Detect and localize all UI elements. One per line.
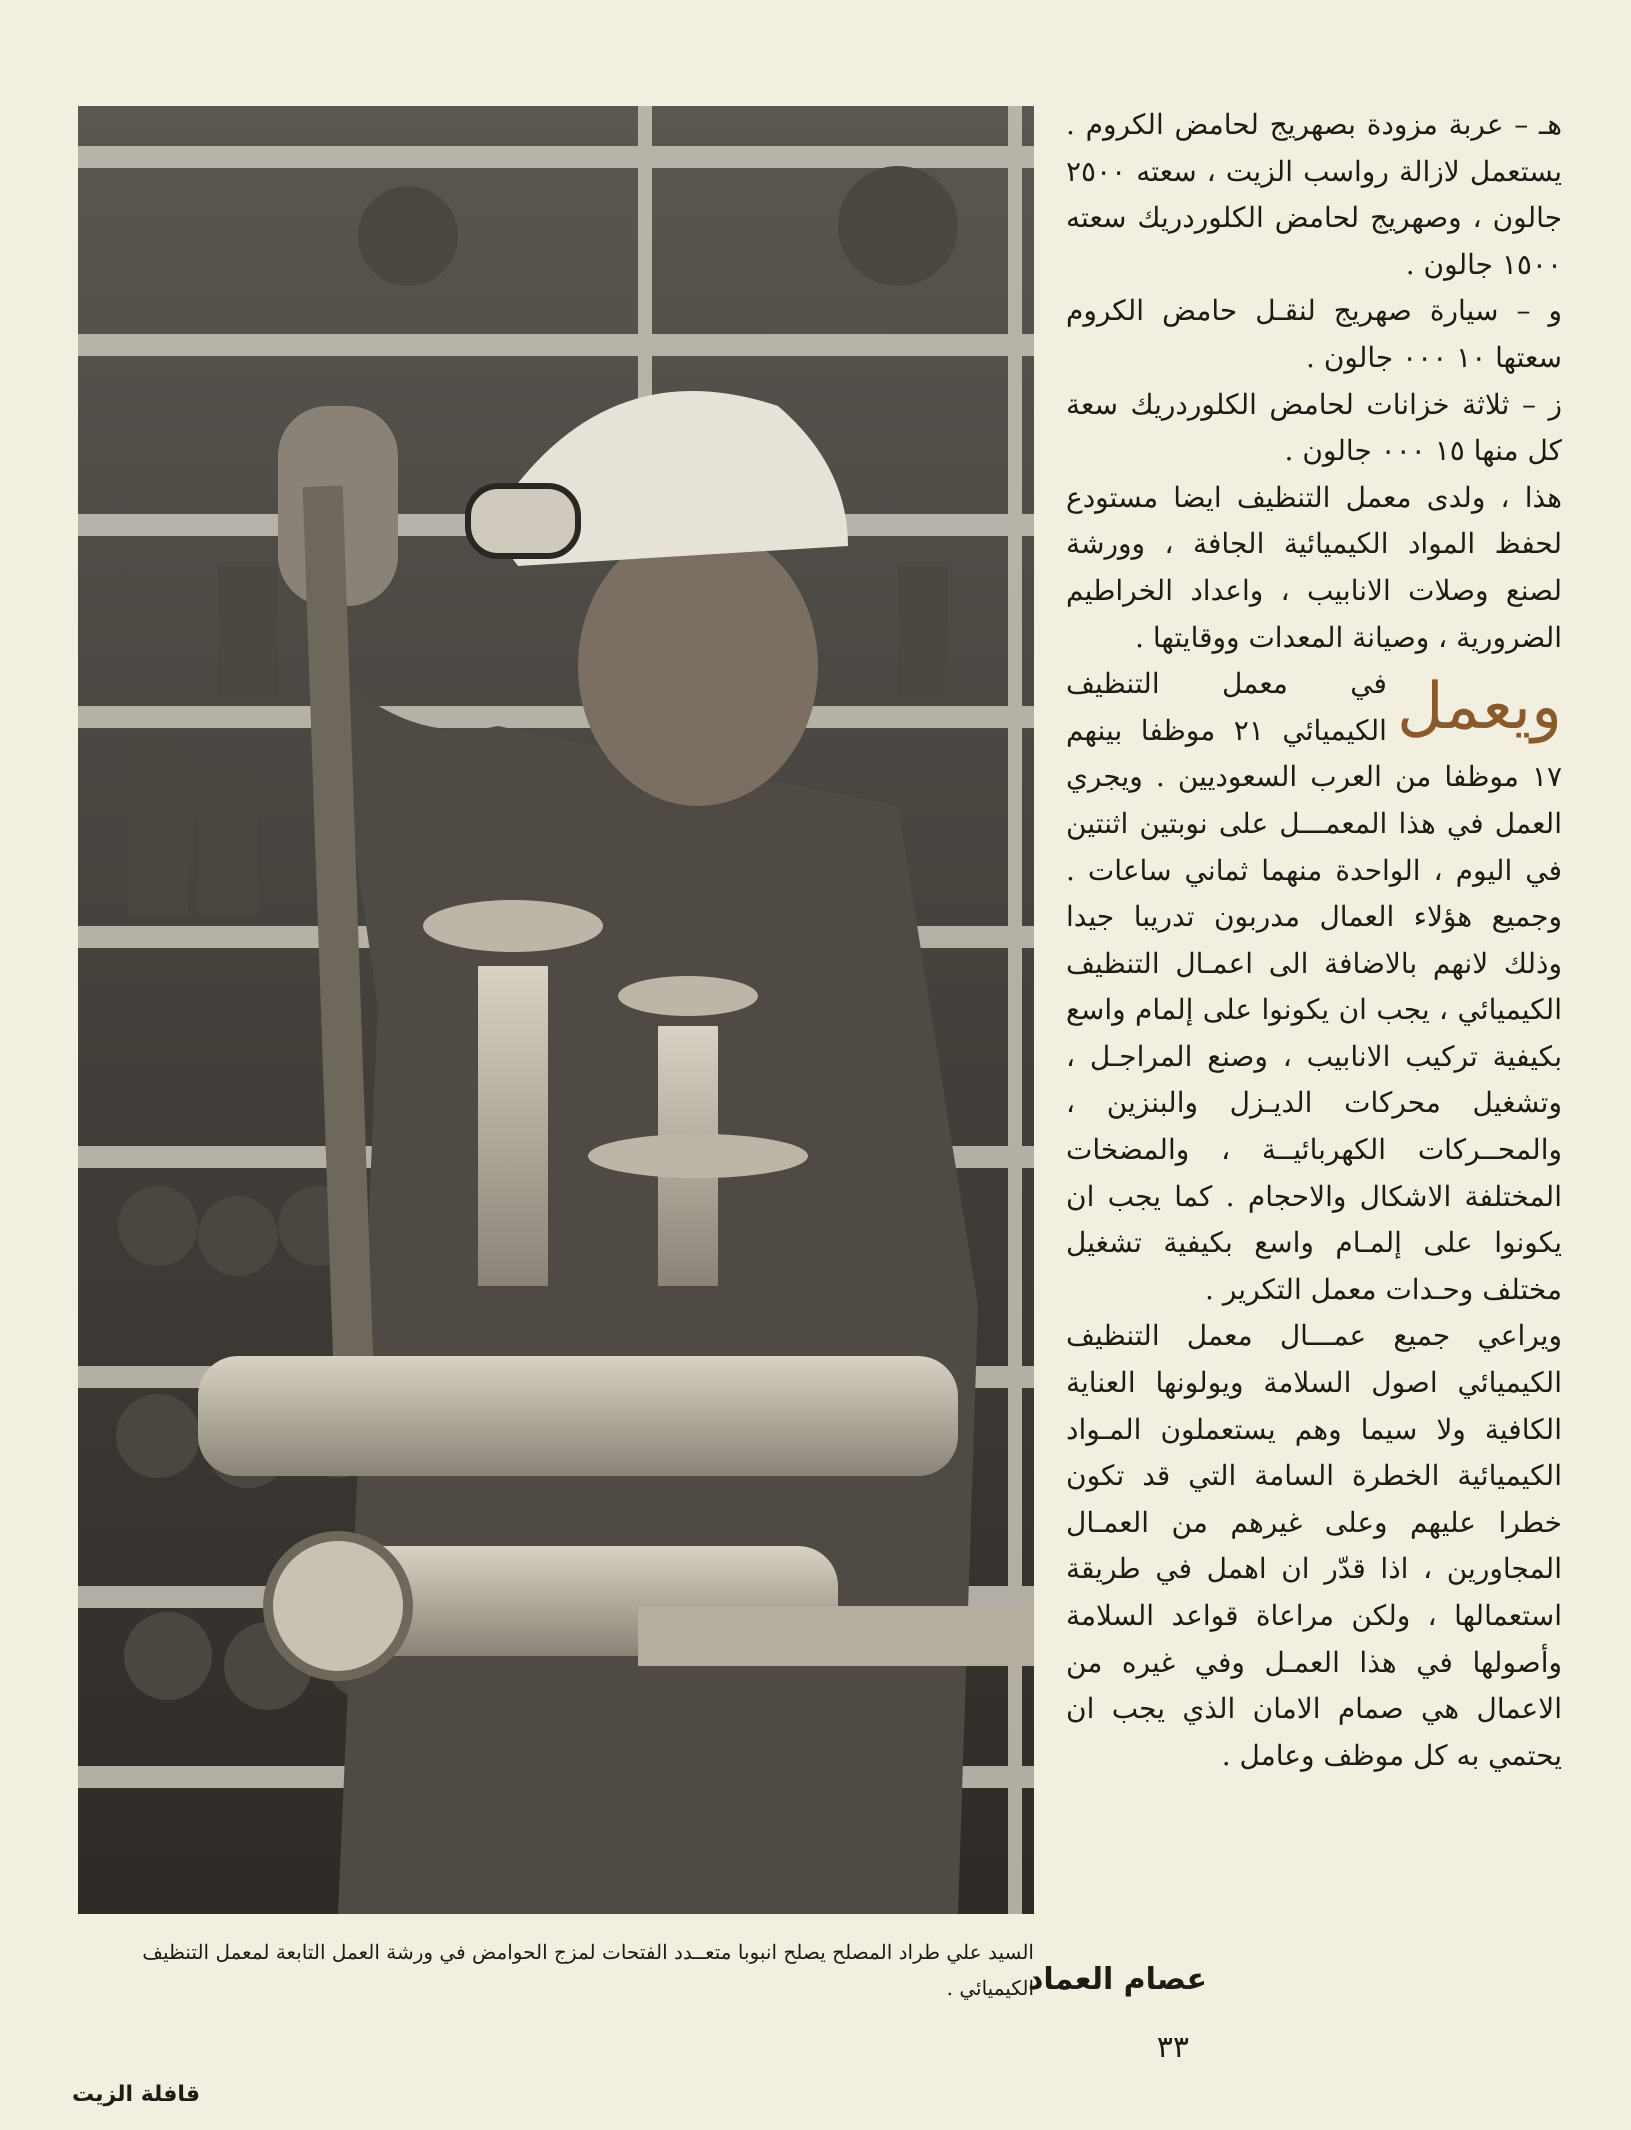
worker-repairing-pipe-icon bbox=[78, 106, 1034, 1914]
paragraph-item-w: و – سيارة صهريج لنقـل حامض الكروم سعتها ١٠ ٠٠٠ جالون . bbox=[1066, 294, 1562, 374]
paragraph-item-z: ز – ثلاثة خزانات لحامض الكلوردريك سعة كل منها ١٥ ٠٠٠ جالون . bbox=[1066, 387, 1562, 468]
paragraph-workers bbox=[1066, 661, 1562, 1313]
author-name: عصام العماد bbox=[1027, 1962, 1207, 1997]
worker-photo bbox=[78, 106, 1034, 1914]
drop-initial: ويعمل bbox=[1396, 670, 1562, 745]
paragraph-safety: ويراعي جميع عمـــال معمل التنظيف الكيميائي اصول السلامة ويولونها العناية الكافية ولا سيما وهم يستعملون المـواد الكيميائية الخطرة السامة التي قد تكون خطرا عليهم وعلى غيرهم من العمـال المجاورين ، اذا قدّر ان اهمل في طريقة استعمالها ، ولكن مراعاة قواعد السلامة وأصولها في هذا العمـل وفي غيره من الاعمال هي صمام الامان الذي يجب ان يحتمي به كل موظف وعامل . bbox=[1066, 1319, 1562, 1772]
photo-caption: السيد علي طراد المصلح يصلح انبوبا متعــدد الفتحات لمزج الحوامض في ورشة العمل التابعة لمعمل التنظيف الكيميائي . bbox=[142, 1940, 1034, 2000]
magazine-name: قافلة الزيت bbox=[72, 2082, 201, 2107]
article-body bbox=[1066, 102, 1562, 1779]
paragraph-workers-text: في معمل التنظيف الكيميائي ٢١ موظفا بينهم ١٧ موظفا من العرب السعوديين . ويجري العمل في هذا المعمـــل على نوبتين اثنتين في اليوم ، الواحدة منهما ثماني ساعات . وجميع هؤلاء العمال مدربون تدريبا جيدا وذلك لانهم بالاضافة الى اعمـال التنظيف الكيميائي ، يجب ان يكونوا على إلمام واسع بكيفية تركيب الانابيب ، وصنع المراجـل ، وتشغيل محركات الديـزل والبنزين ، والمحــركات الكهربائيــة ، والمضخات المختلفة الاشكال والاحجام . كما يجب ان يكونوا على إلمـام واسع بكيفية تشغيل مختلف وحـدات معمل التكرير . bbox=[1066, 667, 1562, 1306]
page-number: ٣٣ bbox=[1156, 2030, 1189, 2065]
paragraph-item-h: هـ – عربة مزودة بصهريج لحامض الكروم . يستعمل لازالة رواسب الزيت ، سعته ٢٥٠٠ جالون ، وصهريج لحامض الكلوردريك سعته ١٥٠٠ جالون . bbox=[1066, 108, 1562, 281]
paragraph-workshop: هذا ، ولدى معمل التنظيف ايضا مستودع لحفظ المواد الكيميائية الجافة ، وورشة لصنع وصلات الانابيب ، واعداد الخراطيم الضرورية ، وصيانة المعدات ووقايتها . bbox=[1066, 480, 1562, 654]
